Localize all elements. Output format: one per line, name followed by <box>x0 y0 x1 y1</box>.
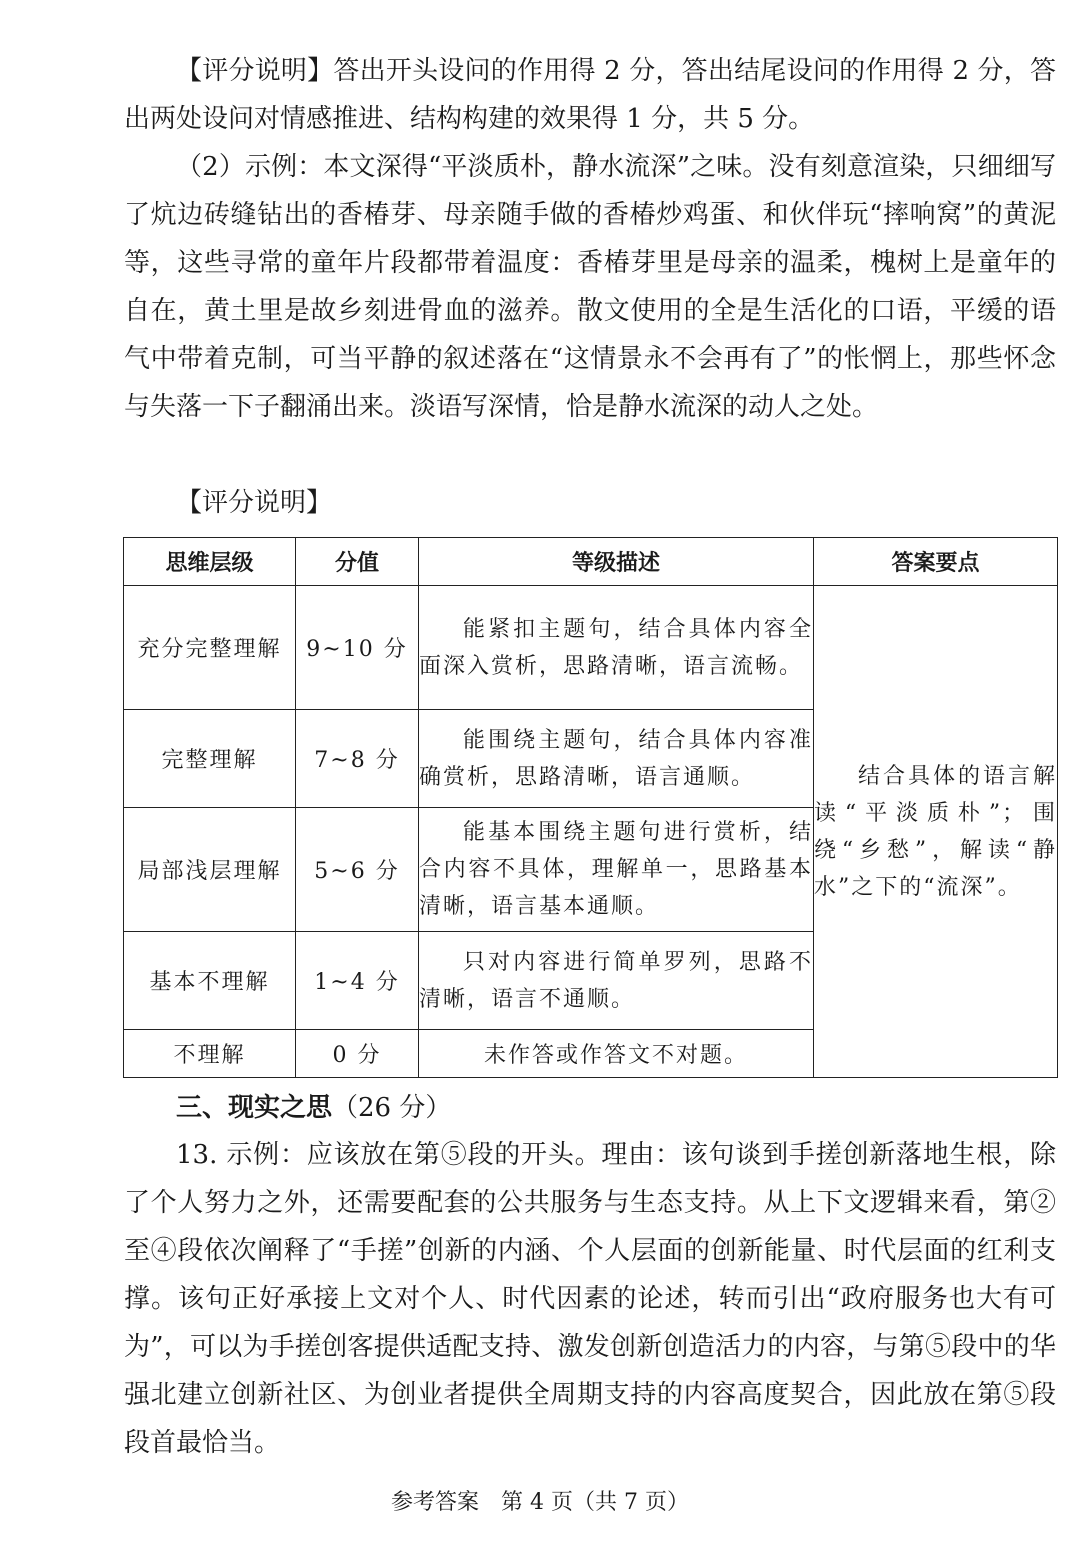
cell-level: 局部浅层理解 <box>124 808 296 932</box>
cell-description: 能围绕主题句，结合具体内容准确赏析，思路清晰，语言通顺。 <box>419 710 814 808</box>
table-row <box>124 586 1058 710</box>
answer-example-paragraph: （2）示例：本文深得“平淡质朴，静水流深”之味。没有刻意渲染，只细细写了炕边砖缝钻出的香椿芽、母亲随手做的香椿炒鸡蛋、和伙伴玩“摔响窝”的黄泥等，这些寻常的童年片段都带着温度：香椿芽里是母亲的温柔，槐树上是童年的自在，黄土里是故乡刻进骨血的滋养。散文使用的全是生活化的口语，平缓的语气中带着克制，可当平静的叙述落在“这情景永不会再有了”的怅惘上，那些怀念与失落一下子翻涌出来。淡语写深情，恰是静水流深的动人之处。 <box>124 152 1056 422</box>
cell-score: 0 分 <box>296 1030 419 1078</box>
scoring-note-heading: 【评分说明】 <box>176 488 333 518</box>
header-level: 思维层级 <box>124 538 296 586</box>
header-key-points: 答案要点 <box>814 538 1058 586</box>
cell-score: 9~10 分 <box>296 586 419 710</box>
header-score: 分值 <box>296 538 419 586</box>
cell-level: 基本不理解 <box>124 932 296 1030</box>
scoring-table <box>123 537 1058 1078</box>
cell-key-points: 结合具体的语言解读“平淡质朴”；围绕“乡愁”，解读“静水”之下的“流深”。 <box>814 586 1058 1078</box>
header-description: 等级描述 <box>419 538 814 586</box>
cell-level: 不理解 <box>124 1030 296 1078</box>
cell-description: 能紧扣主题句，结合具体内容全面深入赏析，思路清晰，语言流畅。 <box>419 586 814 710</box>
page-footer: 参考答案 第 4 页（共 7 页） <box>391 1490 689 1515</box>
cell-score: 5~6 分 <box>296 808 419 932</box>
section-title: 三、现实之思 <box>176 1093 333 1123</box>
cell-description: 未作答或作答文不对题。 <box>419 1030 814 1078</box>
cell-description: 能基本围绕主题句进行赏析，结合内容不具体，理解单一，思路基本清晰，语言基本通顺。 <box>419 808 814 932</box>
cell-description: 只对内容进行简单罗列，思路不清晰，语言不通顺。 <box>419 932 814 1030</box>
cell-level: 充分完整理解 <box>124 586 296 710</box>
cell-level: 完整理解 <box>124 710 296 808</box>
cell-score: 1~4 分 <box>296 932 419 1030</box>
question-13-answer-paragraph: 13. 示例：应该放在第⑤段的开头。理由：该句谈到手搓创新落地生根，除了个人努力之外，还需要配套的公共服务与生态支持。从上下文逻辑来看，第②至④段依次阐释了“手搓”创新的内涵、个人层面的创新能量、时代层面的红利支撑。该句正好承接上文对个人、时代因素的论述，转而引出“政府服务也大有可为”，可以为手搓创客提供适配支持、激发创新创造活力的内容，与第⑤段中的华强北建立创新社区、为创业者提供全周期支持的内容高度契合，因此放在第⑤段段首最恰当。 <box>124 1140 1056 1458</box>
table-header-row <box>124 538 1058 586</box>
section-score: （26 分） <box>332 1093 452 1123</box>
scoring-note-paragraph: 【评分说明】答出开头设问的作用得 2 分，答出结尾设问的作用得 2 分，答出两处设问对情感推进、结构构建的效果得 1 分，共 5 分。 <box>124 56 1056 134</box>
section-heading <box>176 1084 451 1132</box>
cell-score: 7~8 分 <box>296 710 419 808</box>
